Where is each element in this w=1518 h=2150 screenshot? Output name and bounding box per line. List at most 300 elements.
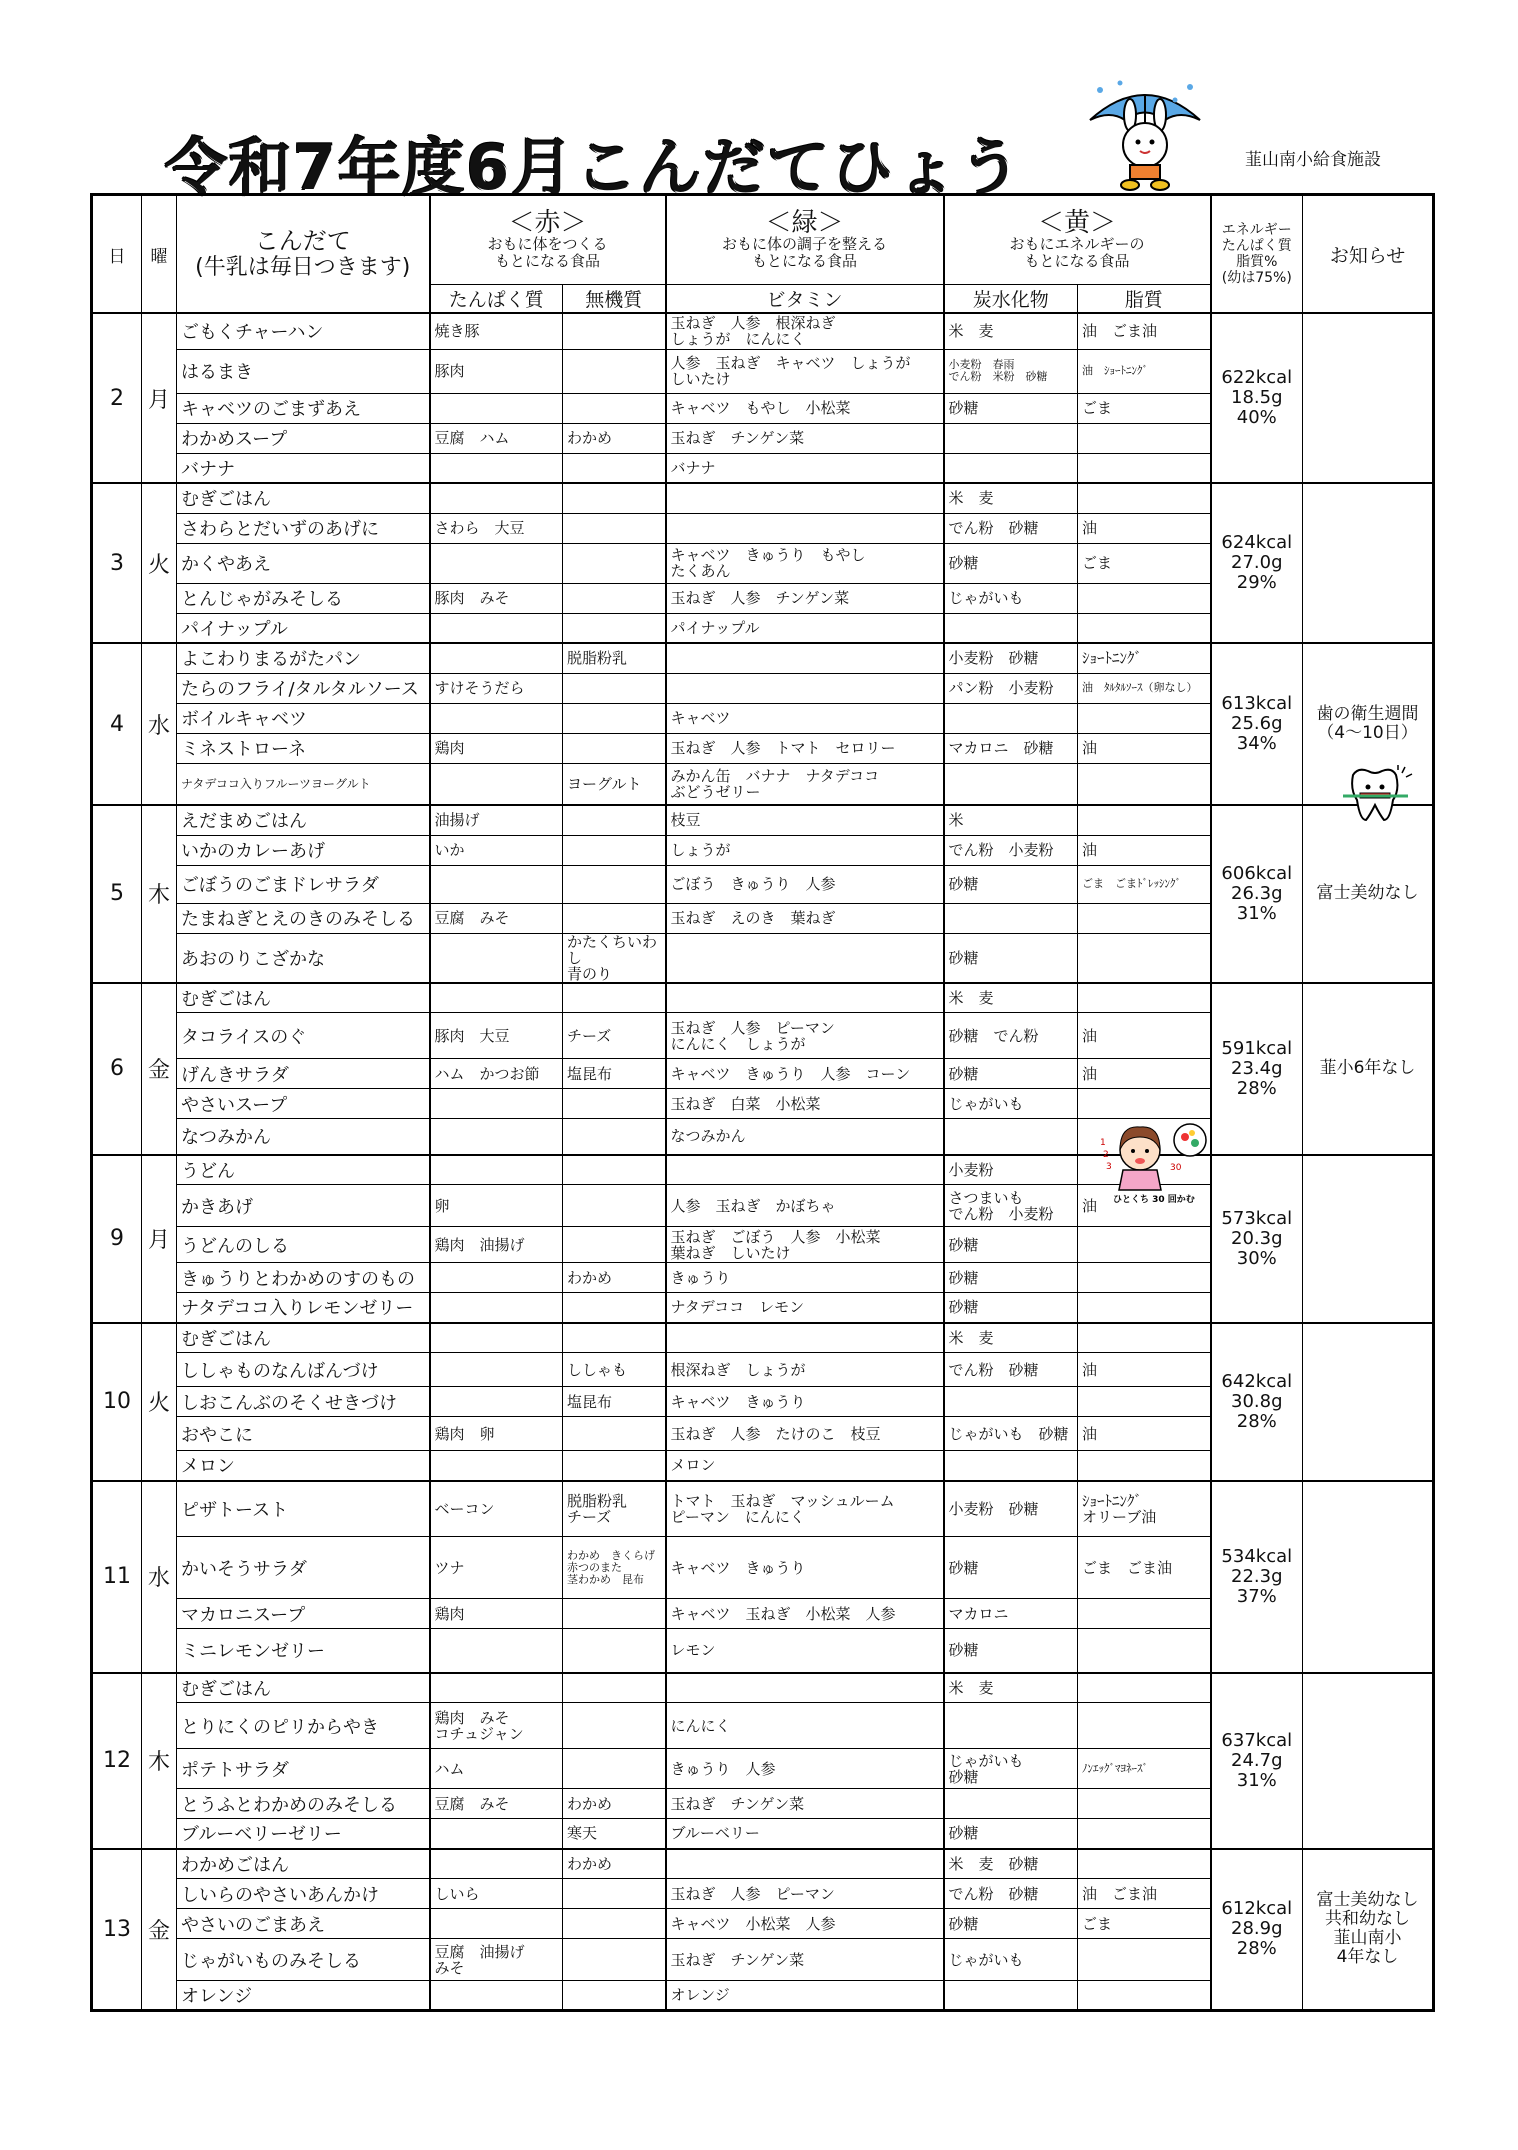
- header-mineral: 無機質: [563, 285, 666, 314]
- dish-name: たらのフライ/タルタルソース: [177, 673, 430, 703]
- carb-foods: 砂糖: [944, 1819, 1078, 1849]
- fat-foods: 油: [1078, 1059, 1211, 1089]
- header-day: 日: [92, 195, 142, 314]
- carb-foods: 小麦粉 春雨 でん粉 米粉 砂糖: [944, 349, 1078, 393]
- dish-name: じゃがいものみそしる: [177, 1939, 430, 1981]
- day-notice: 富士美幼なし: [1303, 805, 1434, 983]
- fat-foods: ごま: [1078, 1909, 1211, 1939]
- fat-foods: ｼｮｰﾄﾆﾝｸﾞ: [1078, 643, 1211, 673]
- day-number: 6: [92, 983, 142, 1155]
- protein-foods: ハム かつお節: [430, 1059, 563, 1089]
- carb-foods: 米 麦 砂糖: [944, 1849, 1078, 1879]
- vitamin-foods: 人参 玉ねぎ かぼちゃ: [666, 1185, 944, 1227]
- dish-name: わかめスープ: [177, 423, 430, 453]
- mineral-foods: 塩昆布: [563, 1387, 666, 1417]
- protein-foods: 卵: [430, 1185, 563, 1227]
- dish-name: かくやあえ: [177, 543, 430, 583]
- protein-foods: [430, 1089, 563, 1119]
- mineral-foods: [563, 1981, 666, 2011]
- carb-foods: 米 麦: [944, 313, 1078, 349]
- header-menu: [177, 195, 430, 314]
- dish-name: なつみかん: [177, 1119, 430, 1155]
- day-number: 12: [92, 1673, 142, 1849]
- vitamin-foods: なつみかん: [666, 1119, 944, 1155]
- mineral-foods: [563, 1227, 666, 1263]
- day-number: 2: [92, 313, 142, 483]
- carb-foods: じゃがいも: [944, 1089, 1078, 1119]
- day-number: 5: [92, 805, 142, 983]
- fat-foods: ごま ごまﾄﾞﾚｯｼﾝｸﾞ: [1078, 865, 1211, 903]
- mineral-foods: わかめ: [563, 423, 666, 453]
- carb-foods: 小麦粉 砂糖: [944, 1481, 1078, 1537]
- carb-foods: 砂糖: [944, 865, 1078, 903]
- carb-foods: 砂糖: [944, 1537, 1078, 1599]
- mineral-foods: [563, 1599, 666, 1629]
- protein-foods: [430, 393, 563, 423]
- chewing-girl-icon: [1095, 1115, 1215, 1205]
- fat-foods: 油: [1078, 1013, 1211, 1059]
- mineral-foods: [563, 1703, 666, 1749]
- protein-foods: さわら 大豆: [430, 513, 563, 543]
- tooth-brushing-icon: [1338, 765, 1413, 825]
- day-weekday: 火: [142, 483, 177, 643]
- fat-foods: [1078, 1323, 1211, 1353]
- fat-foods: [1078, 903, 1211, 933]
- fat-foods: [1078, 1939, 1211, 1981]
- day-weekday: 金: [142, 1849, 177, 2011]
- dish-name: わかめごはん: [177, 1849, 430, 1879]
- mineral-foods: [563, 483, 666, 513]
- vitamin-foods: 枝豆: [666, 805, 944, 835]
- day-number: 4: [92, 643, 142, 805]
- header-green-sub2: もとになる食品: [752, 252, 858, 270]
- dish-name: しいらのやさいあんかけ: [177, 1879, 430, 1909]
- header-yellow-sub2: もとになる食品: [1024, 252, 1130, 270]
- day-weekday: 水: [142, 643, 177, 805]
- dish-name: おやこに: [177, 1417, 430, 1451]
- mineral-foods: [563, 1451, 666, 1481]
- vitamin-foods: ごぼう きゅうり 人参: [666, 865, 944, 903]
- header-green-sub1: おもに体の調子を整える: [722, 235, 888, 253]
- carb-foods: 砂糖: [944, 393, 1078, 423]
- nutrition-protein: 30.8g: [1231, 1390, 1283, 1412]
- dish-name: タコライスのぐ: [177, 1013, 430, 1059]
- day-weekday: 水: [142, 1481, 177, 1673]
- vitamin-foods: キャベツ もやし 小松菜: [666, 393, 944, 423]
- vitamin-foods: オレンジ: [666, 1981, 944, 2011]
- header-energy-3: 脂質%: [1236, 254, 1278, 270]
- carb-foods: 小麦粉 砂糖: [944, 643, 1078, 673]
- fat-foods: [1078, 1387, 1211, 1417]
- mineral-foods: 塩昆布: [563, 1059, 666, 1089]
- day-notice: 韮小6年なし: [1303, 983, 1434, 1155]
- dish-name: やさいスープ: [177, 1089, 430, 1119]
- fat-foods: [1078, 933, 1211, 983]
- fat-foods: [1078, 805, 1211, 835]
- mineral-foods: [563, 1417, 666, 1451]
- dish-name: メロン: [177, 1451, 430, 1481]
- vitamin-foods: 玉ねぎ 人参 たけのこ 枝豆: [666, 1417, 944, 1451]
- fat-foods: 油 ごま油: [1078, 1879, 1211, 1909]
- dish-name: やさいのごまあえ: [177, 1909, 430, 1939]
- carb-foods: [944, 703, 1078, 733]
- carb-foods: でん粉 小麦粉: [944, 835, 1078, 865]
- fat-foods: 油 ごま油: [1078, 313, 1211, 349]
- protein-foods: [430, 983, 563, 1013]
- dish-name: ボイルキャベツ: [177, 703, 430, 733]
- dish-name: はるまき: [177, 349, 430, 393]
- day-notice: [1303, 1481, 1434, 1673]
- day-notice: [1303, 1323, 1434, 1481]
- dish-name: ポテトサラダ: [177, 1749, 430, 1789]
- fat-foods: [1078, 1849, 1211, 1879]
- mineral-foods: [563, 1909, 666, 1939]
- vitamin-foods: [666, 933, 944, 983]
- nutrition-fat-pct: 30%: [1236, 1247, 1277, 1269]
- dish-name: ナタデココ入りフルーツヨーグルト: [177, 763, 430, 805]
- day-weekday: 月: [142, 313, 177, 483]
- vitamin-foods: [666, 1323, 944, 1353]
- nutrition-summary: [1211, 1673, 1303, 1849]
- vitamin-foods: パイナップル: [666, 613, 944, 643]
- nutrition-protein: 23.4g: [1231, 1057, 1283, 1079]
- carb-foods: 砂糖: [944, 1629, 1078, 1673]
- protein-foods: 豚肉 大豆: [430, 1013, 563, 1059]
- nutrition-fat-pct: 31%: [1236, 902, 1277, 924]
- fat-foods: 油: [1078, 733, 1211, 763]
- carb-foods: じゃがいも 砂糖: [944, 1417, 1078, 1451]
- fat-foods: [1078, 483, 1211, 513]
- nutrition-summary: [1211, 805, 1303, 983]
- dish-name: あおのりこざかな: [177, 933, 430, 983]
- carb-foods: [944, 613, 1078, 643]
- day-notice: [1303, 1673, 1434, 1849]
- fat-foods: ごま: [1078, 543, 1211, 583]
- carb-foods: [944, 1387, 1078, 1417]
- vitamin-foods: 玉ねぎ 人参 トマト セロリー: [666, 733, 944, 763]
- menu-row: [92, 643, 1434, 673]
- header-notice: お知らせ: [1303, 195, 1434, 314]
- vitamin-foods: 玉ねぎ 人参 ピーマン: [666, 1879, 944, 1909]
- nutrition-protein: 28.9g: [1231, 1918, 1283, 1940]
- protein-foods: [430, 1155, 563, 1185]
- menu-row: [92, 805, 1434, 835]
- dish-name: いかのカレーあげ: [177, 835, 430, 865]
- protein-foods: 豆腐 みそ: [430, 1789, 563, 1819]
- rabbit-with-umbrella-icon: [1080, 75, 1210, 195]
- mineral-foods: ししゃも: [563, 1353, 666, 1387]
- menu-row: [92, 1849, 1434, 1879]
- mineral-foods: [563, 673, 666, 703]
- carb-foods: 砂糖 でん粉: [944, 1013, 1078, 1059]
- vitamin-foods: キャベツ 玉ねぎ 小松菜 人参: [666, 1599, 944, 1629]
- header-yellow-sub1: おもにエネルギーの: [1009, 235, 1145, 253]
- header-weekday: 曜: [142, 195, 177, 314]
- mineral-foods: 脱脂粉乳: [563, 643, 666, 673]
- mineral-foods: [563, 983, 666, 1013]
- header-yellow-title: ＜黄＞: [1038, 208, 1117, 238]
- vitamin-foods: 玉ねぎ 人参 ピーマン にんにく しょうが: [666, 1013, 944, 1059]
- day-number: 11: [92, 1481, 142, 1673]
- dish-name: むぎごはん: [177, 1323, 430, 1353]
- day-weekday: 月: [142, 1155, 177, 1323]
- dish-name: キャベツのごまずあえ: [177, 393, 430, 423]
- protein-foods: ベーコン: [430, 1481, 563, 1537]
- protein-foods: [430, 483, 563, 513]
- mineral-foods: チーズ: [563, 1013, 666, 1059]
- mineral-foods: わかめ: [563, 1849, 666, 1879]
- nutrition-protein: 26.3g: [1231, 882, 1283, 904]
- fat-foods: ﾉﾝｴｯｸﾞﾏﾖﾈｰｽﾞ: [1078, 1749, 1211, 1789]
- nutrition-protein: 27.0g: [1231, 552, 1283, 573]
- dish-name: うどん: [177, 1155, 430, 1185]
- fat-foods: ごま ごま油: [1078, 1537, 1211, 1599]
- fat-foods: [1078, 1263, 1211, 1293]
- mineral-foods: [563, 513, 666, 543]
- mineral-foods: [563, 903, 666, 933]
- fat-foods: [1078, 583, 1211, 613]
- header-vitamin: ビタミン: [666, 285, 944, 314]
- dish-name: ブルーベリーゼリー: [177, 1819, 430, 1849]
- vitamin-foods: キャベツ きゅうり: [666, 1537, 944, 1599]
- menu-row: [92, 1155, 1434, 1185]
- protein-foods: ツナ: [430, 1537, 563, 1599]
- organization-name: 韮山南小給食施設: [1245, 150, 1381, 170]
- dish-name: うどんのしる: [177, 1227, 430, 1263]
- carb-foods: 砂糖: [944, 933, 1078, 983]
- menu-row: [92, 313, 1434, 349]
- header-green-title: ＜緑＞: [765, 208, 844, 238]
- vitamin-foods: キャベツ 小松菜 人参: [666, 1909, 944, 1939]
- fat-foods: [1078, 1451, 1211, 1481]
- dish-name: むぎごはん: [177, 983, 430, 1013]
- vitamin-foods: レモン: [666, 1629, 944, 1673]
- fat-foods: 油: [1078, 1353, 1211, 1387]
- fat-foods: [1078, 423, 1211, 453]
- mineral-foods: かたくちいわし 青のり: [563, 933, 666, 983]
- mineral-foods: [563, 1155, 666, 1185]
- dish-name: きゅうりとわかめのすのもの: [177, 1263, 430, 1293]
- mineral-foods: [563, 1323, 666, 1353]
- vitamin-foods: メロン: [666, 1451, 944, 1481]
- header-green: [666, 195, 944, 285]
- protein-foods: [430, 543, 563, 583]
- vitamin-foods: 人参 玉ねぎ キャベツ しょうが しいたけ: [666, 349, 944, 393]
- nutrition-kcal: 613kcal: [1221, 693, 1293, 714]
- protein-foods: 鶏肉 卵: [430, 1417, 563, 1451]
- protein-foods: [430, 1909, 563, 1939]
- vitamin-foods: キャベツ きゅうり もやし たくあん: [666, 543, 944, 583]
- header-protein: たんぱく質: [430, 285, 563, 314]
- carb-foods: マカロニ 砂糖: [944, 733, 1078, 763]
- menu-row: [92, 1323, 1434, 1353]
- menu-row: [92, 483, 1434, 513]
- vitamin-foods: キャベツ: [666, 703, 944, 733]
- mineral-foods: [563, 543, 666, 583]
- carb-foods: [944, 1703, 1078, 1749]
- protein-foods: 鶏肉: [430, 733, 563, 763]
- day-weekday: 金: [142, 983, 177, 1155]
- header-red: [430, 195, 666, 285]
- vitamin-foods: キャベツ きゅうり 人参 コーン: [666, 1059, 944, 1089]
- vitamin-foods: [666, 483, 944, 513]
- carb-foods: [944, 453, 1078, 483]
- day-notice: [1303, 1155, 1434, 1323]
- vitamin-foods: [666, 673, 944, 703]
- dish-name: かきあげ: [177, 1185, 430, 1227]
- nutrition-protein: 25.6g: [1231, 713, 1283, 734]
- nutrition-protein: 20.3g: [1231, 1227, 1283, 1249]
- protein-foods: [430, 453, 563, 483]
- menu-table: [90, 193, 1435, 2012]
- header-carb: 炭水化物: [944, 285, 1078, 314]
- dish-name: かいそうサラダ: [177, 1537, 430, 1599]
- protein-foods: [430, 1629, 563, 1673]
- nutrition-kcal: 622kcal: [1221, 367, 1293, 388]
- mineral-foods: [563, 583, 666, 613]
- protein-foods: [430, 1451, 563, 1481]
- carb-foods: 米 麦: [944, 1673, 1078, 1703]
- protein-foods: [430, 865, 563, 903]
- header-fat: 脂質: [1078, 285, 1211, 314]
- mineral-foods: [563, 1185, 666, 1227]
- dish-name: オレンジ: [177, 1981, 430, 2011]
- carb-foods: 砂糖: [944, 543, 1078, 583]
- protein-foods: [430, 1387, 563, 1417]
- dish-name: ごぼうのごまドレサラダ: [177, 865, 430, 903]
- dish-name: ナタデココ入りレモンゼリー: [177, 1293, 430, 1323]
- vitamin-foods: [666, 513, 944, 543]
- mineral-foods: ヨーグルト: [563, 763, 666, 805]
- dish-name: ピザトースト: [177, 1481, 430, 1537]
- day-number: 9: [92, 1155, 142, 1323]
- svg-text:3: 3: [1106, 1162, 1112, 1172]
- carb-foods: 砂糖: [944, 1059, 1078, 1089]
- header-energy-1: エネルギー: [1221, 222, 1292, 238]
- nutrition-protein: 18.5g: [1231, 387, 1283, 408]
- svg-text:1: 1: [1100, 1138, 1106, 1148]
- carb-foods: じゃがいも: [944, 1939, 1078, 1981]
- dish-name: パイナップル: [177, 613, 430, 643]
- header-yellow: [944, 195, 1211, 285]
- protein-foods: [430, 1119, 563, 1155]
- protein-foods: [430, 1353, 563, 1387]
- nutrition-kcal: 637kcal: [1221, 1729, 1293, 1751]
- mineral-foods: わかめ: [563, 1789, 666, 1819]
- fat-foods: 油: [1078, 1417, 1211, 1451]
- fat-foods: ごま: [1078, 393, 1211, 423]
- fat-foods: 油: [1078, 835, 1211, 865]
- nutrition-kcal: 642kcal: [1221, 1370, 1293, 1392]
- mineral-foods: [563, 733, 666, 763]
- protein-foods: [430, 1819, 563, 1849]
- protein-foods: 豚肉 みそ: [430, 583, 563, 613]
- vitamin-foods: しょうが: [666, 835, 944, 865]
- fat-foods: [1078, 983, 1211, 1013]
- vitamin-foods: 玉ねぎ チンゲン菜: [666, 423, 944, 453]
- menu-row: [92, 1481, 1434, 1537]
- mineral-foods: [563, 1293, 666, 1323]
- vitamin-foods: [666, 1673, 944, 1703]
- nutrition-fat-pct: 28%: [1236, 1410, 1277, 1432]
- fat-foods: [1078, 1227, 1211, 1263]
- nutrition-kcal: 624kcal: [1221, 532, 1293, 553]
- nutrition-summary: [1211, 643, 1303, 805]
- vitamin-foods: [666, 1155, 944, 1185]
- carb-foods: 砂糖: [944, 1909, 1078, 1939]
- chewing-caption: ひとくち 30 回かむ: [1113, 1195, 1195, 1205]
- fat-foods: [1078, 1789, 1211, 1819]
- vitamin-foods: きゅうり 人参: [666, 1749, 944, 1789]
- carb-foods: でん粉 砂糖: [944, 513, 1078, 543]
- carb-foods: さつまいも でん粉 小麦粉: [944, 1185, 1078, 1227]
- mineral-foods: [563, 453, 666, 483]
- protein-foods: [430, 703, 563, 733]
- mineral-foods: [563, 613, 666, 643]
- mineral-foods: [563, 349, 666, 393]
- header-red-title: ＜赤＞: [508, 208, 587, 238]
- mineral-foods: [563, 1749, 666, 1789]
- vitamin-foods: [666, 983, 944, 1013]
- vitamin-foods: にんにく: [666, 1703, 944, 1749]
- dish-name: たまねぎとえのきのみそしる: [177, 903, 430, 933]
- nutrition-protein: 22.3g: [1231, 1565, 1283, 1587]
- vitamin-foods: トマト 玉ねぎ マッシュルーム ピーマン にんにく: [666, 1481, 944, 1537]
- fat-foods: [1078, 1629, 1211, 1673]
- vitamin-foods: 玉ねぎ 人参 チンゲン菜: [666, 583, 944, 613]
- nutrition-fat-pct: 34%: [1236, 733, 1277, 754]
- day-notice: [1303, 313, 1434, 483]
- nutrition-kcal: 573kcal: [1221, 1207, 1293, 1229]
- nutrition-fat-pct: 37%: [1236, 1585, 1277, 1607]
- dish-name: えだまめごはん: [177, 805, 430, 835]
- day-weekday: 木: [142, 805, 177, 983]
- nutrition-kcal: 612kcal: [1221, 1898, 1293, 1920]
- svg-text:2: 2: [1103, 1150, 1109, 1160]
- nutrition-summary: [1211, 1323, 1303, 1481]
- vitamin-foods: [666, 643, 944, 673]
- page-title: 令和7年度6月こんだてひょう: [165, 131, 1024, 204]
- nutrition-kcal: 591kcal: [1221, 1037, 1293, 1059]
- nutrition-summary: [1211, 983, 1303, 1155]
- mineral-foods: [563, 313, 666, 349]
- mineral-foods: [563, 1629, 666, 1673]
- vitamin-foods: ブルーベリー: [666, 1819, 944, 1849]
- fat-foods: [1078, 453, 1211, 483]
- vitamin-foods: 玉ねぎ 人参 根深ねぎ しょうが にんにく: [666, 313, 944, 349]
- nutrition-summary: [1211, 483, 1303, 643]
- header-red-sub1: おもに体をつくる: [487, 235, 608, 253]
- vitamin-foods: 玉ねぎ 白菜 小松菜: [666, 1089, 944, 1119]
- nutrition-fat-pct: 28%: [1236, 1077, 1277, 1099]
- dish-name: ミネストローネ: [177, 733, 430, 763]
- carb-foods: マカロニ: [944, 1599, 1078, 1629]
- protein-foods: [430, 1293, 563, 1323]
- nutrition-summary: [1211, 1849, 1303, 2011]
- protein-foods: 豆腐 ハム: [430, 423, 563, 453]
- carb-foods: 砂糖: [944, 1293, 1078, 1323]
- dish-name: マカロニスープ: [177, 1599, 430, 1629]
- carb-foods: [944, 903, 1078, 933]
- fat-foods: [1078, 763, 1211, 805]
- nutrition-fat-pct: 28%: [1236, 1938, 1277, 1960]
- dish-name: むぎごはん: [177, 1673, 430, 1703]
- dish-name: ミニレモンゼリー: [177, 1629, 430, 1673]
- dish-name: とんじゃがみそしる: [177, 583, 430, 613]
- nutrition-protein: 24.7g: [1231, 1749, 1283, 1771]
- header-energy: [1211, 195, 1303, 314]
- vitamin-foods: バナナ: [666, 453, 944, 483]
